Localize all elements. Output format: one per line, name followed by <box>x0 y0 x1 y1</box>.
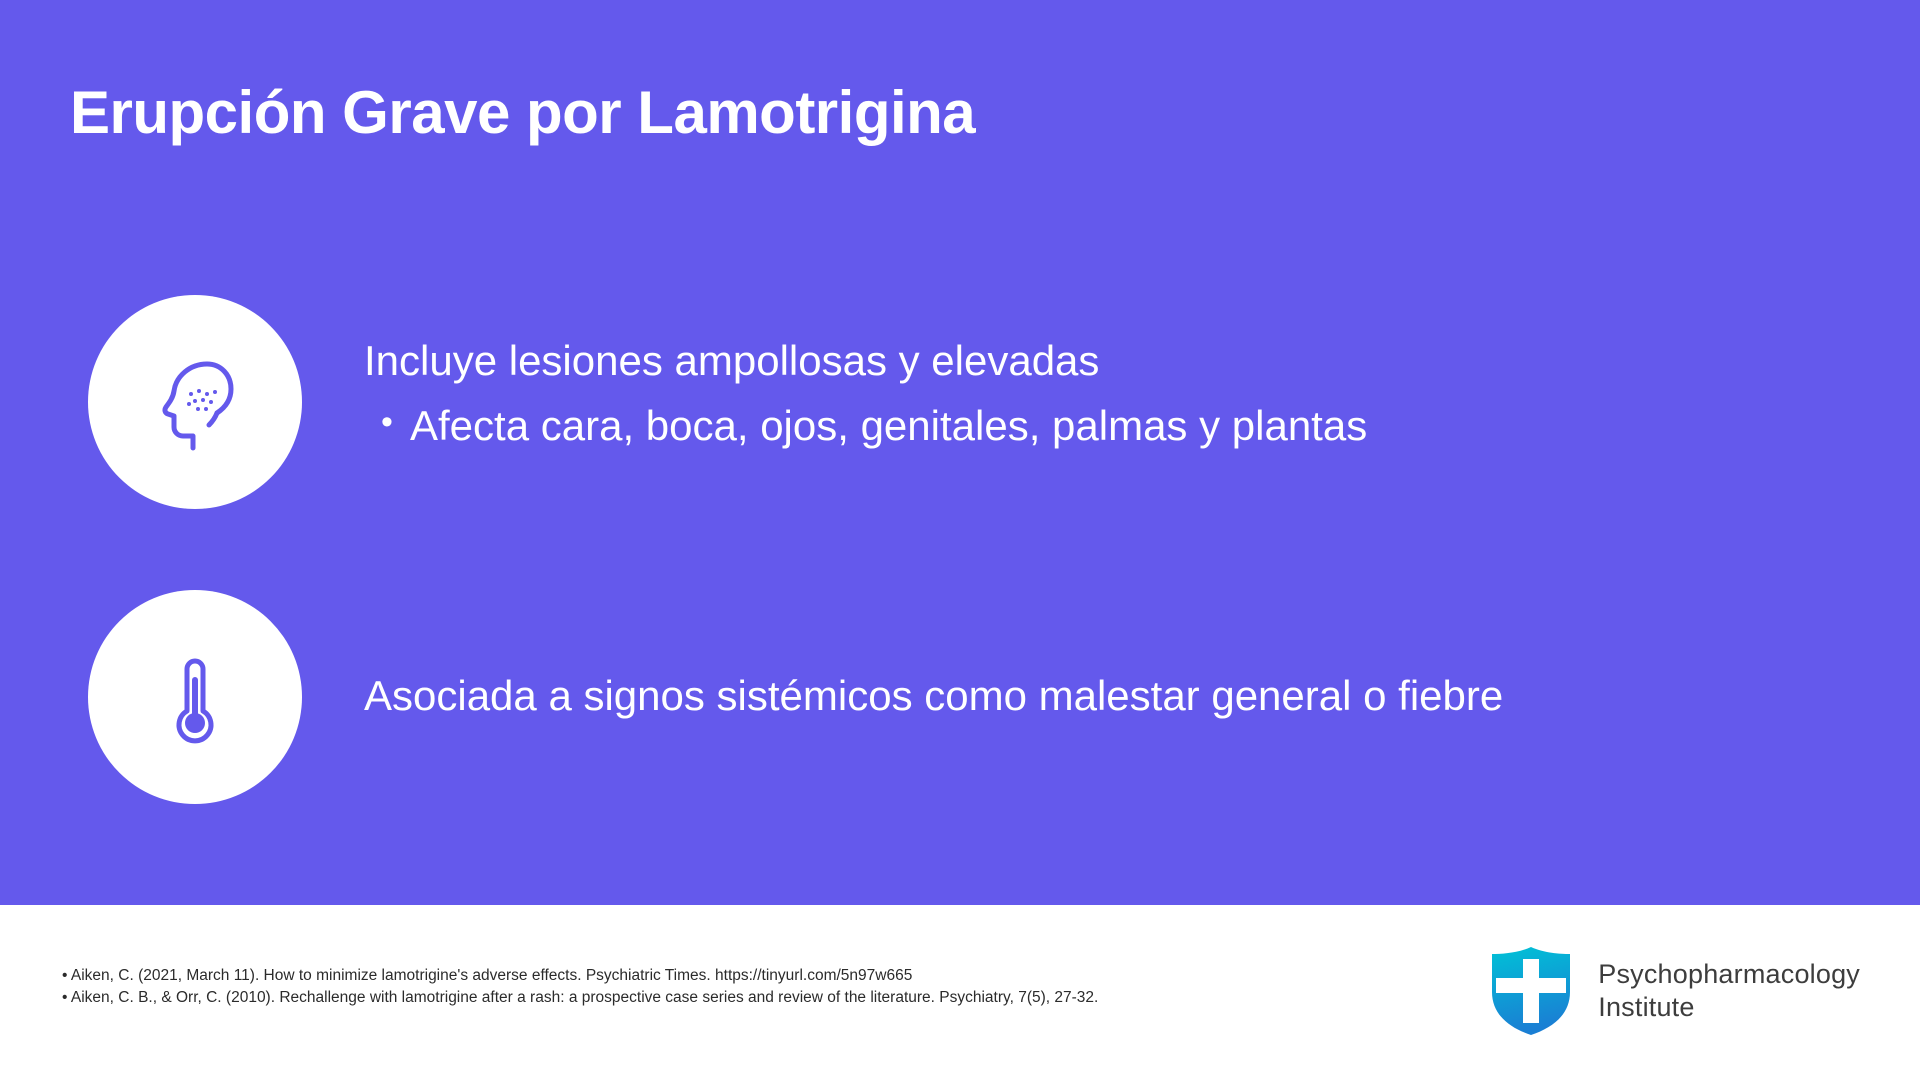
list-item <box>364 398 1367 455</box>
shield-cross-logo-icon <box>1488 945 1574 1037</box>
thermometer-icon <box>88 590 302 804</box>
brand-logo <box>1488 945 1860 1037</box>
brand-name <box>1598 958 1860 1024</box>
content-point-2-heading: Asociada a signos sistémicos como malestar general o fiebre <box>364 672 1504 719</box>
page-title: Erupción Grave por Lamotrigina <box>70 79 976 146</box>
content-point-1-heading: Incluye lesiones ampollosas y elevadas <box>364 337 1100 384</box>
reference-line: • Aiken, C. (2021, March 11). How to minimize lamotrigine's adverse effects. Psychiatric Times. https://tinyurl.com/5n97w665 <box>62 967 913 984</box>
content-point-1-sublist <box>364 398 1367 455</box>
reference-line: • Aiken, C. B., & Orr, C. (2010). Rechallenge with lamotrigine after a rash: a prospective case series and review of the literature. Psychiatry, 7(5), 27-32. <box>62 989 1099 1007</box>
head-with-rash-icon <box>88 295 302 509</box>
references <box>62 965 1412 1010</box>
list-item-label: Afecta cara, boca, ojos, genitales, palmas y plantas <box>410 401 1368 449</box>
content-point-2-text <box>364 590 1503 725</box>
brand-name-line2: Institute <box>1598 992 1695 1022</box>
content-point-2 <box>88 590 1503 804</box>
content-point-1-text <box>364 295 1367 454</box>
slide-footer <box>0 905 1920 1080</box>
content-point-1 <box>88 295 1367 509</box>
bullet-glyph: • <box>381 402 393 441</box>
brand-name-line1: Psychopharmacology <box>1598 959 1860 990</box>
